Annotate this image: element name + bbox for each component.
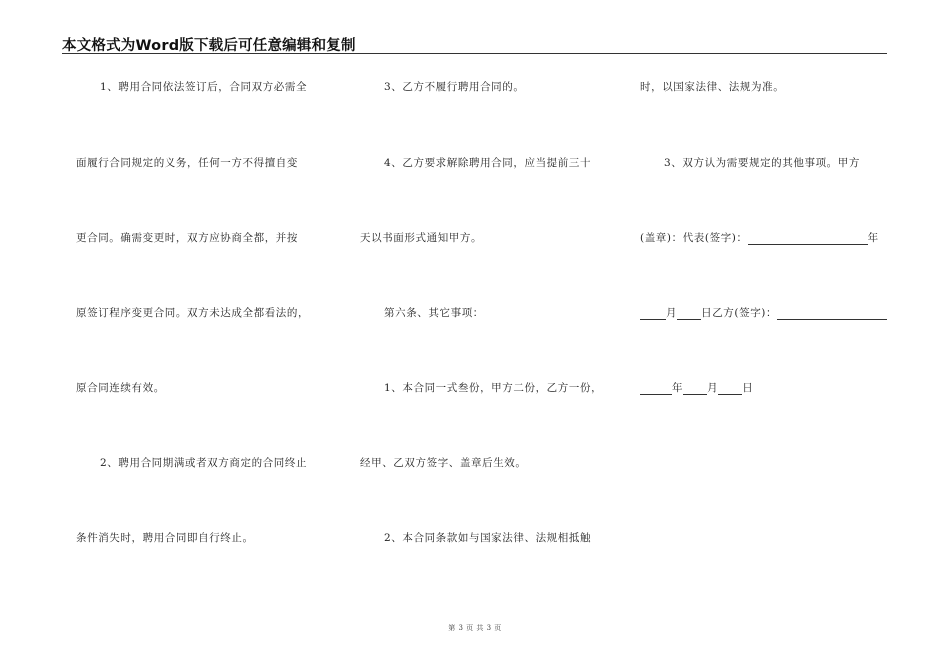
document-header-title: 本文格式为Word版下载后可任意编辑和复制 — [62, 38, 356, 54]
paragraph-line: 4、乙方要求解除聘用合同，应当提前三十 — [384, 157, 592, 169]
paragraph-line: 条件消失时，聘用合同即自行终止。 — [76, 532, 254, 544]
seal-representative-label: (盖章)：代表(签字)： — [640, 232, 748, 244]
paragraph-line: 面履行合同规定的义务，任何一方不得擅自变 — [76, 157, 298, 169]
year-label: 年 — [867, 232, 879, 244]
paragraph-line: 3、乙方不履行聘用合同的。 — [384, 81, 525, 93]
paragraph-line: 原签订程序变更合同。双方未达成全都看法的， — [76, 307, 310, 319]
day-blank — [718, 383, 742, 395]
month-blank — [640, 308, 666, 320]
day-party-b-label: 日乙方(签字)： — [701, 307, 778, 319]
header-divider — [62, 53, 887, 54]
date-and-party-b-line — [640, 305, 887, 320]
day-blank — [677, 308, 701, 320]
month-blank — [683, 383, 707, 395]
month-label: 月 — [666, 307, 678, 319]
date-line-party-b — [640, 380, 753, 395]
year-label: 年 — [672, 382, 684, 394]
day-label: 日 — [742, 382, 754, 394]
month-label: 月 — [707, 382, 719, 394]
paragraph-line: 时，以国家法律、法规为准。 — [640, 81, 785, 93]
section-heading: 第六条、其它事项： — [384, 307, 484, 319]
signature-line-party-a — [640, 230, 879, 245]
paragraph-line: 更合同。确需变更时，双方应协商全都，并按 — [76, 232, 298, 244]
paragraph-line: 原合同连续有效。 — [76, 382, 165, 394]
page-number: 第 3 页 共 3 页 — [448, 624, 502, 632]
paragraph-line: 天以书面形式通知甲方。 — [360, 232, 483, 244]
paragraph-line: 2、本合同条款如与国家法律、法规相抵触 — [384, 532, 592, 544]
paragraph-line: 经甲、乙双方签字、盖章后生效。 — [360, 457, 527, 469]
paragraph-line: 1、聘用合同依法签订后，合同双方必需全 — [100, 81, 308, 93]
paragraph-line: 3、双方认为需要规定的其他事项。甲方 — [664, 157, 860, 169]
year-blank — [640, 383, 672, 395]
paragraph-line: 1、本合同一式叁份，甲方二份，乙方一份， — [384, 382, 603, 394]
signature-blank — [777, 308, 887, 320]
signature-blank — [748, 233, 868, 245]
paragraph-line: 2、聘用合同期满或者双方商定的合同终止 — [100, 457, 308, 469]
